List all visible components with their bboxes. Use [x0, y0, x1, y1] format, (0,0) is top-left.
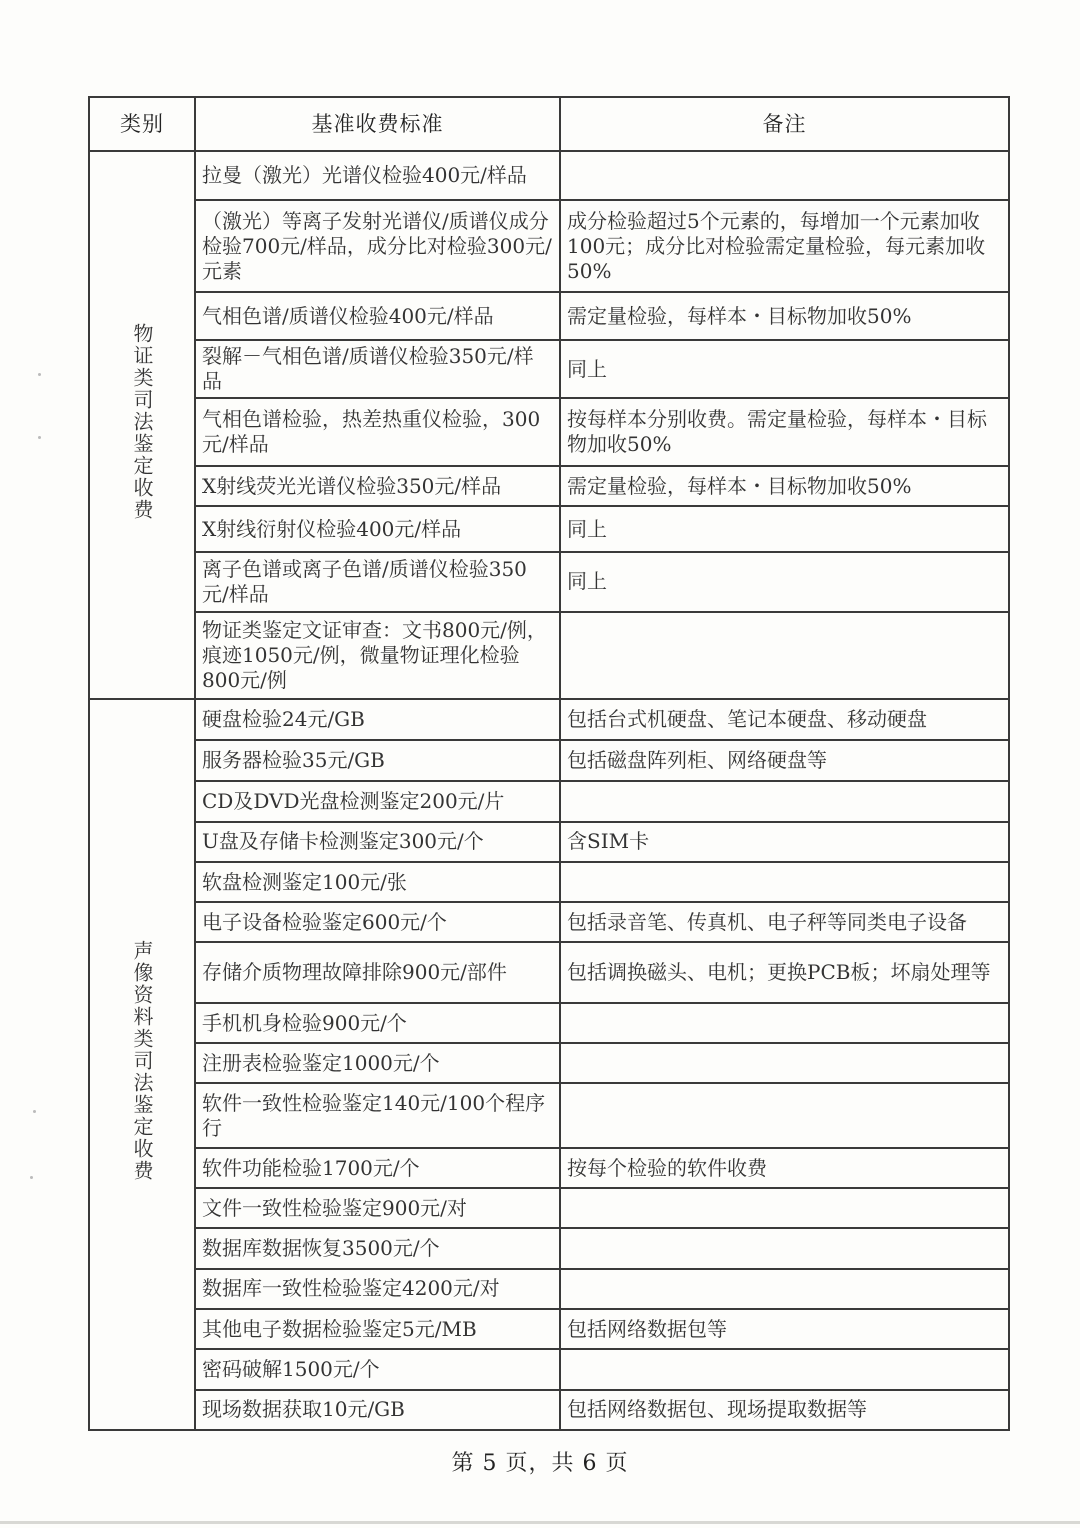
note-cell: 按每样本分别收费。需定量检验，每样本・目标物加收50% [560, 398, 1009, 466]
note-cell: 需定量检验，每样本・目标物加收50% [560, 292, 1009, 340]
note-cell: 同上 [560, 506, 1009, 551]
table-row [89, 292, 1009, 340]
table-row [89, 466, 1009, 506]
note-cell: 同上 [560, 340, 1009, 397]
page-number: 第 5 页，共 6 页 [451, 1451, 629, 1476]
category-cell-audio-visual [89, 699, 195, 1430]
standard-cell: 现场数据获取10元/GB [195, 1390, 560, 1430]
table-row [89, 740, 1009, 781]
note-cell: 包括网络数据包等 [560, 1309, 1009, 1349]
standard-cell: 存储介质物理故障排除900元/部件 [195, 942, 560, 1002]
header-standard: 基准收费标准 [195, 97, 560, 151]
note-cell: 包括调换磁头、电机；更换PCB板；坏扇处理等 [560, 942, 1009, 1002]
note-cell [560, 1188, 1009, 1228]
table-row [89, 862, 1009, 902]
standard-cell: 硬盘检验24元/GB [195, 699, 560, 740]
standard-cell: （激光）等离子发射光谱仪/质谱仪成分检验700元/样品，成分比对检验300元/元素 [195, 200, 560, 292]
table-row [89, 1003, 1009, 1043]
note-cell: 需定量检验，每样本・目标物加收50% [560, 466, 1009, 506]
standard-cell: 其他电子数据检验鉴定5元/MB [195, 1309, 560, 1349]
standard-cell: 离子色谱或离子色谱/质谱仪检验350元/样品 [195, 552, 560, 612]
table-row [89, 1043, 1009, 1083]
scan-speck [33, 1110, 36, 1113]
note-cell [560, 1083, 1009, 1147]
table-row [89, 1390, 1009, 1430]
standard-cell: 电子设备检验鉴定600元/个 [195, 902, 560, 942]
table-row [89, 151, 1009, 200]
standard-cell: 气相色谱检验，热差热重仪检验，300元/样品 [195, 398, 560, 466]
standard-cell: 手机机身检验900元/个 [195, 1003, 560, 1043]
table-row [89, 822, 1009, 862]
note-cell: 包括台式机硬盘、笔记本硬盘、移动硬盘 [560, 699, 1009, 740]
standard-cell: 软盘检测鉴定100元/张 [195, 862, 560, 902]
standard-cell: 软件功能检验1700元/个 [195, 1148, 560, 1188]
standard-cell: CD及DVD光盘检测鉴定200元/片 [195, 781, 560, 821]
table-row [89, 1188, 1009, 1228]
table-row [89, 552, 1009, 612]
note-cell: 按每个检验的软件收费 [560, 1148, 1009, 1188]
header-category: 类别 [89, 97, 195, 151]
note-cell [560, 1349, 1009, 1389]
standard-cell: 密码破解1500元/个 [195, 1349, 560, 1389]
standard-cell: 注册表检验鉴定1000元/个 [195, 1043, 560, 1083]
table-row [89, 398, 1009, 466]
standard-cell: X射线荧光光谱仪检验350元/样品 [195, 466, 560, 506]
note-cell [560, 1269, 1009, 1309]
scan-speck [38, 436, 41, 439]
table-row [89, 1309, 1009, 1349]
note-cell: 同上 [560, 552, 1009, 612]
note-cell: 包括网络数据包、现场提取数据等 [560, 1390, 1009, 1430]
note-cell [560, 1043, 1009, 1083]
fee-table [88, 96, 1010, 1431]
scan-bottom-edge [0, 1521, 1080, 1524]
table-row [89, 699, 1009, 740]
note-cell [560, 862, 1009, 902]
table-row [89, 506, 1009, 551]
standard-cell: 物证类鉴定文证审查：文书800元/例，痕迹1050元/例，微量物证理化检验800元/例 [195, 612, 560, 699]
table-row [89, 902, 1009, 942]
note-cell [560, 1003, 1009, 1043]
table-row [89, 1083, 1009, 1147]
table-header-row [89, 97, 1009, 151]
standard-cell: 裂解－气相色谱/质谱仪检验350元/样品 [195, 340, 560, 397]
table-row [89, 1148, 1009, 1188]
table-row [89, 1349, 1009, 1389]
note-cell [560, 781, 1009, 821]
note-cell: 包括磁盘阵列柜、网络硬盘等 [560, 740, 1009, 781]
table-row [89, 1269, 1009, 1309]
table-row [89, 942, 1009, 1002]
category-label: 声像资料类司法鉴定收费 [130, 940, 154, 1183]
header-note: 备注 [560, 97, 1009, 151]
note-cell: 成分检验超过5个元素的，每增加一个元素加收100元；成分比对检验需定量检验，每元素加收50% [560, 200, 1009, 292]
table-row [89, 200, 1009, 292]
table-row [89, 340, 1009, 397]
table-row [89, 781, 1009, 821]
note-cell [560, 612, 1009, 699]
category-label: 物证类司法鉴定收费 [130, 322, 154, 521]
note-cell [560, 151, 1009, 200]
note-cell [560, 1228, 1009, 1268]
standard-cell: 文件一致性检验鉴定900元/对 [195, 1188, 560, 1228]
table-row [89, 612, 1009, 699]
category-cell-physical-evidence [89, 151, 195, 699]
table-row [89, 1228, 1009, 1268]
standard-cell: U盘及存储卡检测鉴定300元/个 [195, 822, 560, 862]
standard-cell: 软件一致性检验鉴定140元/100个程序行 [195, 1083, 560, 1147]
scan-speck [30, 1176, 33, 1179]
standard-cell: 拉曼（激光）光谱仪检验400元/样品 [195, 151, 560, 200]
standard-cell: 服务器检验35元/GB [195, 740, 560, 781]
standard-cell: 数据库数据恢复3500元/个 [195, 1228, 560, 1268]
standard-cell: 气相色谱/质谱仪检验400元/样品 [195, 292, 560, 340]
note-cell: 包括录音笔、传真机、电子秤等同类电子设备 [560, 902, 1009, 942]
note-cell: 含SIM卡 [560, 822, 1009, 862]
standard-cell: 数据库一致性检验鉴定4200元/对 [195, 1269, 560, 1309]
scan-speck [38, 373, 41, 376]
standard-cell: X射线衍射仪检验400元/样品 [195, 506, 560, 551]
